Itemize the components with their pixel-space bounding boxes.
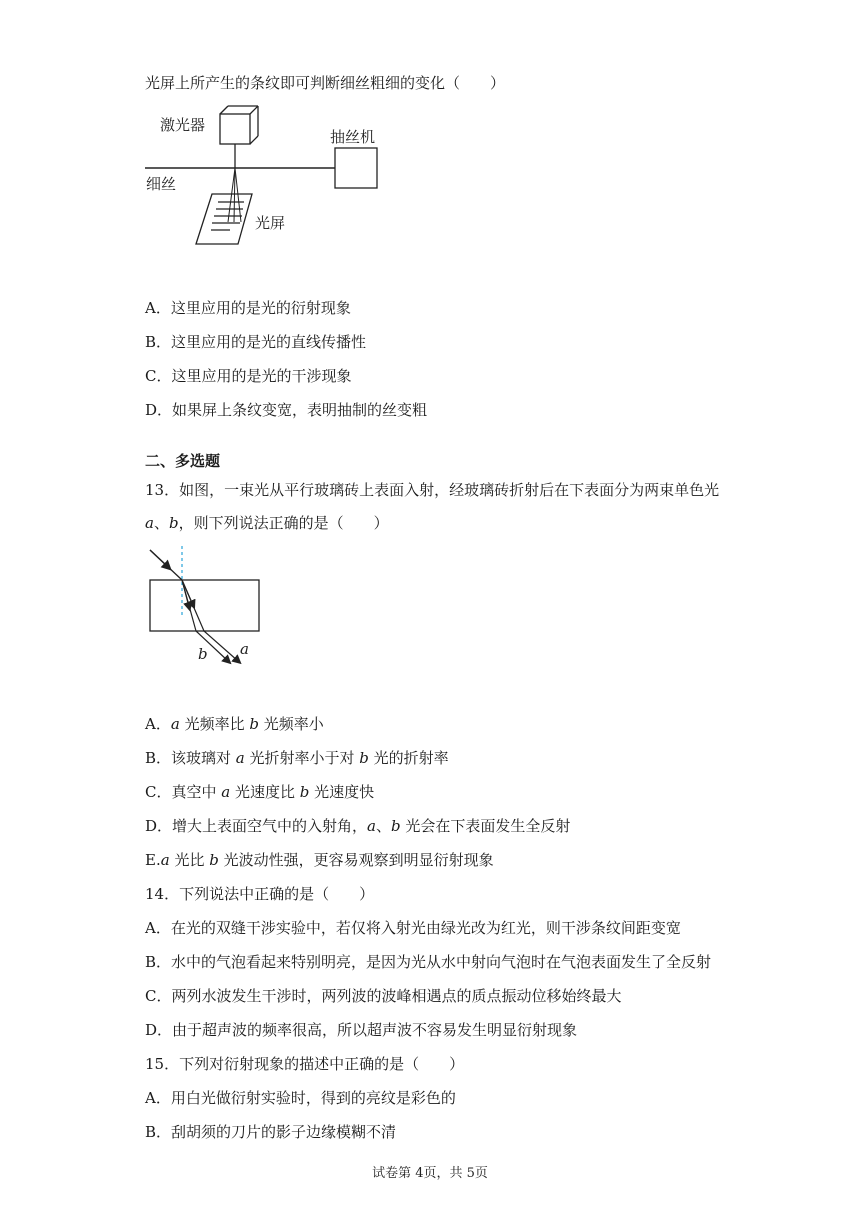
opt-text: 光会在下表面发生全反射 (400, 817, 571, 835)
q13-option-e (145, 850, 494, 870)
laser-box (220, 106, 258, 144)
q14-option-b: B．水中的气泡看起来特别明亮，是因为光从水中射向气泡时在气泡表面发生了全反射 (145, 953, 712, 971)
var-b: b (359, 749, 369, 767)
laser-label: 激光器 (160, 116, 206, 134)
glass-slab-figure (140, 540, 280, 670)
var-b: b (168, 514, 179, 532)
q14-stem: 14．下列说法中正确的是（ ） (145, 885, 375, 903)
q13-option-d (145, 816, 570, 836)
var-b: b (209, 851, 219, 869)
wire-drawer-box (335, 148, 377, 188)
q12-stem-tail: 光屏上所产生的条纹即可判断细丝粗细的变化（ ） (145, 74, 506, 92)
q12-option-b: B．这里应用的是光的直线传播性 (145, 333, 367, 351)
wire-drawer-label: 抽丝机 (330, 128, 376, 146)
q15-option-a: A．用白光做衍射实验时，得到的亮纹是彩色的 (145, 1089, 456, 1107)
diffracted-light (228, 168, 241, 222)
var-a: a (170, 715, 180, 733)
q12-option-d: D．如果屏上条纹变宽，表明抽制的丝变粗 (145, 401, 428, 419)
laser-wire-figure (140, 100, 400, 255)
ray-b-label: b (198, 645, 208, 663)
var-b: b (299, 783, 310, 801)
page-footer: 试卷第 4页，共 5页 (372, 1166, 488, 1181)
q14-option-a: A．在光的双缝干涉实验中，若仅将入射光由绿光改为红光，则干涉条纹间距变宽 (145, 919, 681, 937)
var-a: a (221, 783, 231, 801)
opt-text: 光比 (169, 851, 210, 869)
opt-text: 光频率小 (258, 715, 324, 733)
screen-label: 光屏 (255, 214, 286, 232)
glass-slab (150, 580, 259, 631)
q13-option-a (145, 714, 324, 734)
q13-option-c (145, 782, 374, 802)
var-a: a (145, 514, 154, 532)
opt-label: A． (145, 715, 171, 733)
opt-text: 光频率比 (179, 715, 250, 733)
var-a: a (160, 851, 170, 869)
q15-stem: 15．下列对衍射现象的描述中正确的是（ ） (145, 1055, 465, 1073)
opt-text: 光速度快 (309, 783, 375, 801)
q14-option-c: C．两列水波发生干涉时，两列波的波峰相遇点的质点振动位移始终最大 (145, 987, 622, 1005)
opt-text: 、 (375, 817, 391, 835)
var-b: b (391, 817, 401, 835)
opt-label: E. (145, 851, 161, 869)
q15-option-b: B．刮胡须的刀片的影子边缘模糊不清 (145, 1123, 397, 1141)
var-a: a (367, 817, 376, 835)
opt-text: 光折射率小于对 (244, 749, 360, 767)
q14-option-d: D．由于超声波的频率很高，所以超声波不容易发生明显衍射现象 (145, 1021, 578, 1039)
q12-option-c: C．这里应用的是光的干涉现象 (145, 367, 352, 385)
opt-label: C．真空中 (145, 783, 222, 801)
q13-stem-line1: 13．如图，一束光从平行玻璃砖上表面入射，经玻璃砖折射后在下表面分为两束单色光 (145, 481, 720, 499)
opt-label: D．增大上表面空气中的入射角， (145, 817, 368, 835)
opt-text: 光波动性强，更容易观察到明显衍射现象 (218, 851, 494, 869)
emergent-ray-a (204, 631, 238, 661)
q13-option-b (145, 748, 449, 768)
opt-text: 光的折射率 (368, 749, 449, 767)
q13-stem-line2 (145, 513, 389, 533)
var-a: a (235, 749, 245, 767)
section-title: 二、多选题 (145, 452, 221, 470)
ray-a-label: a (240, 640, 249, 658)
q12-option-a: A．这里应用的是光的衍射现象 (145, 299, 351, 317)
separator: 、 (153, 514, 169, 532)
wire-label: 细丝 (146, 175, 177, 193)
var-b: b (249, 715, 259, 733)
opt-text: 光速度比 (230, 783, 300, 801)
stem-rest: ，则下列说法正确的是（ ） (178, 514, 389, 532)
opt-label: B．该玻璃对 (145, 749, 236, 767)
